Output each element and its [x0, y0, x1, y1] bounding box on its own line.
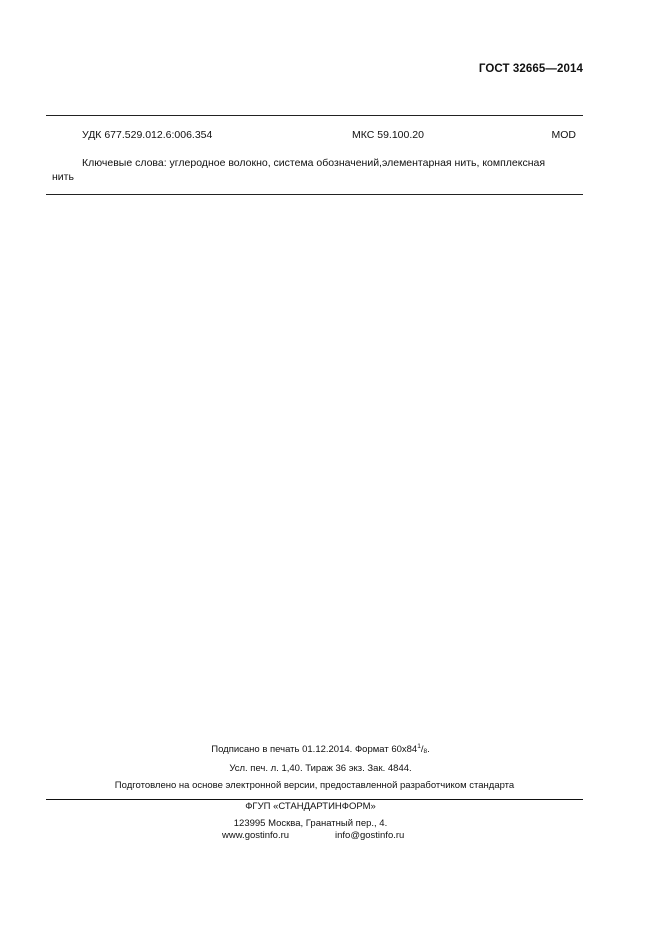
- top-rule: [46, 115, 583, 116]
- keywords-line-2: нить: [52, 171, 74, 183]
- publisher-address: 123995 Москва, Гранатный пер., 4.: [233, 818, 388, 829]
- email-link[interactable]: info@gostinfo.ru: [335, 830, 405, 841]
- keywords-rule: [46, 194, 583, 195]
- signed-text: Подписано в печать 01.12.2014. Формат 60х84: [211, 744, 418, 755]
- publisher-contacts: [222, 830, 482, 844]
- publisher-name: ФГУП «СТАНДАРТИНФОРМ»: [245, 801, 376, 812]
- footer-rule: [46, 799, 583, 800]
- website-link[interactable]: www.gostinfo.ru: [222, 830, 290, 841]
- standard-code: ГОСТ 32665—2014: [478, 63, 583, 75]
- signed-to-print: Подписано в печать 01.12.2014. Формат $60х84^1/_8$.: [211, 743, 430, 755]
- keywords-block: [52, 156, 578, 184]
- mod-marker: MOD: [551, 129, 576, 141]
- classification-row: [82, 129, 576, 143]
- prepared-note: Подготовлено на основе электронной версии, предоставленной разработчиком стандарта: [114, 780, 515, 791]
- udk-code: УДК 677.529.012.6:006.354: [82, 129, 213, 141]
- keywords-line-1: Ключевые слова: углеродное волокно, система обозначений,элементарная нить, комплексная: [82, 157, 546, 169]
- format-numerator: 1: [417, 743, 421, 750]
- format-denominator: 8: [423, 748, 428, 755]
- format-suffix: .: [427, 744, 430, 755]
- mks-code: МКС 59.100.20: [352, 129, 424, 141]
- print-sheets: Усл. печ. л. 1,40. Тираж 36 экз. Зак. 4844.: [229, 763, 412, 774]
